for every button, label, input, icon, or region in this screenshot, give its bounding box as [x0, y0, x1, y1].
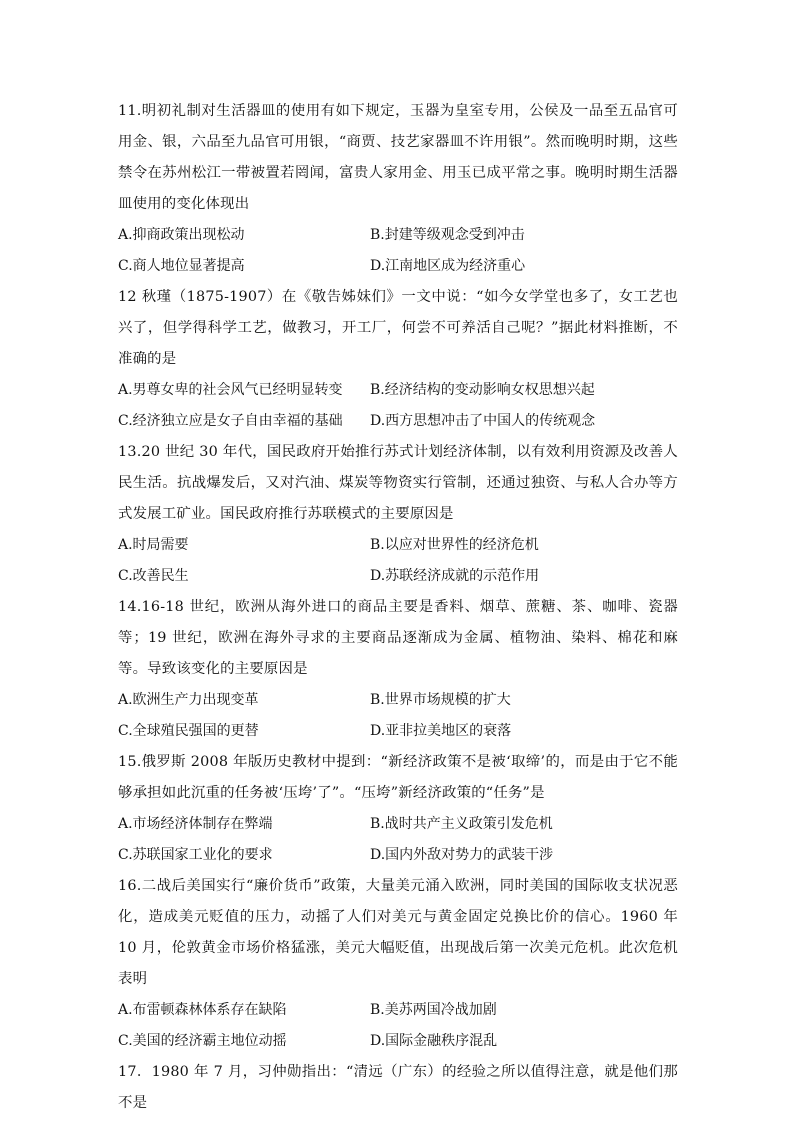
option-row [118, 561, 678, 592]
question-13 [118, 437, 678, 592]
question-12 [118, 282, 678, 437]
option-c: C.商人地位显著提高 [118, 258, 245, 274]
option-b: B.经济结构的变动影响女权思想兴起 [370, 382, 595, 398]
option-b: B.以应对世界性的经济危机 [370, 537, 539, 553]
option-b: B.封建等级观念受到冲击 [370, 227, 525, 243]
question-stem: 13.20 世纪 30 年代，国民政府开始推行苏式计划经济体制，以有效利用资源及改善人民生活。抗战爆发后，又对汽油、煤炭等物资实行管制，还通过独资、与私人合办等方式发展工矿业。国民政府推行苏联模式的主要原因是 [118, 444, 678, 522]
option-row [118, 406, 678, 437]
option-a: A.市场经济体制存在弊端 [118, 816, 273, 832]
question-stem: 16.二战后美国实行“廉价货币”政策，大量美元涌入欧洲，同时美国的国际收支状况恶化，造成美元贬值的压力，动摇了人们对美元与黄金固定兑换比价的信心。1960 年 10 月，伦敦黄金市场价格猛涨，美元大幅贬值，出现战后第一次美元危机。此次危机表明 [118, 878, 678, 987]
option-row [118, 530, 678, 561]
question-17 [118, 1057, 678, 1119]
question-15 [118, 747, 678, 871]
question-stem: 11.明初礼制对生活器皿的使用有如下规定，玉器为皇室专用，公侯及一品至五品官可用金、银，六品至九品官可用银，“商贾、技艺家器皿不许用银”。然而晚明时期，这些禁令在苏州松江一带被置若罔闻，富贵人家用金、用玉已成平常之事。晚明时期生活器皿使用的变化体现出 [118, 103, 678, 212]
option-d: D.亚非拉美地区的衰落 [370, 723, 512, 739]
question-stem: 14.16-18 世纪，欧洲从海外进口的商品主要是香料、烟草、蔗糖、茶、咖啡、瓷器等；19 世纪，欧洲在海外寻求的主要商品逐渐成为金属、植物油、染料、棉花和麻等。导致该变化的主要原因是 [118, 599, 678, 677]
option-row [118, 995, 678, 1026]
question-stem: 17．1980 年 7 月，习仲勋指出：“清远（广东）的经验之所以值得注意，就是他们那不是 [118, 1064, 678, 1111]
option-row [118, 809, 678, 840]
option-a: A.抑商政策出现松动 [118, 227, 245, 243]
exam-page [118, 96, 678, 1119]
option-row [118, 840, 678, 871]
question-stem: 15.俄罗斯 2008 年版历史教材中提到：“新经济政策不是被‘取缔’的，而是由于它不能够承担如此沉重的任务被‘压垮’了”。“压垮”新经济政策的“任务”是 [118, 754, 678, 801]
option-c: C.苏联国家工业化的要求 [118, 847, 273, 863]
option-d: D.江南地区成为经济重心 [370, 258, 526, 274]
option-c: C.美国的经济霸主地位动摇 [118, 1033, 287, 1049]
option-a: A.欧洲生产力出现变革 [118, 692, 259, 708]
option-b: B.美苏两国冷战加剧 [370, 1002, 497, 1018]
question-16 [118, 871, 678, 1057]
option-d: D.国际金融秩序混乱 [370, 1033, 498, 1049]
option-c: C.全球殖民强国的更替 [118, 723, 259, 739]
option-row [118, 1026, 678, 1057]
option-row [118, 220, 678, 251]
option-row [118, 716, 678, 747]
option-a: A.时局需要 [118, 537, 189, 553]
question-14 [118, 592, 678, 747]
question-stem: 12 秋瑾（1875-1907）在《敬告姊妹们》一文中说：“如今女学堂也多了，女工艺也兴了，但学得科学工艺，做教习，开工厂，何尝不可养活自己呢？”据此材料推断，不准确的是 [118, 289, 678, 367]
option-c: C.改善民生 [118, 568, 189, 584]
option-b: B.世界市场规模的扩大 [370, 692, 511, 708]
question-11 [118, 96, 678, 282]
option-a: A.布雷顿森林体系存在缺陷 [118, 1002, 287, 1018]
option-d: D.国内外敌对势力的武装干涉 [370, 847, 554, 863]
option-d: D.西方思想冲击了中国人的传统观念 [370, 413, 596, 429]
option-row [118, 685, 678, 716]
option-c: C.经济独立应是女子自由幸福的基础 [118, 413, 343, 429]
option-row [118, 251, 678, 282]
option-a: A.男尊女卑的社会风气已经明显转变 [118, 382, 343, 398]
option-d: D.苏联经济成就的示范作用 [370, 568, 540, 584]
option-b: B.战时共产主义政策引发危机 [370, 816, 553, 832]
option-row [118, 375, 678, 406]
